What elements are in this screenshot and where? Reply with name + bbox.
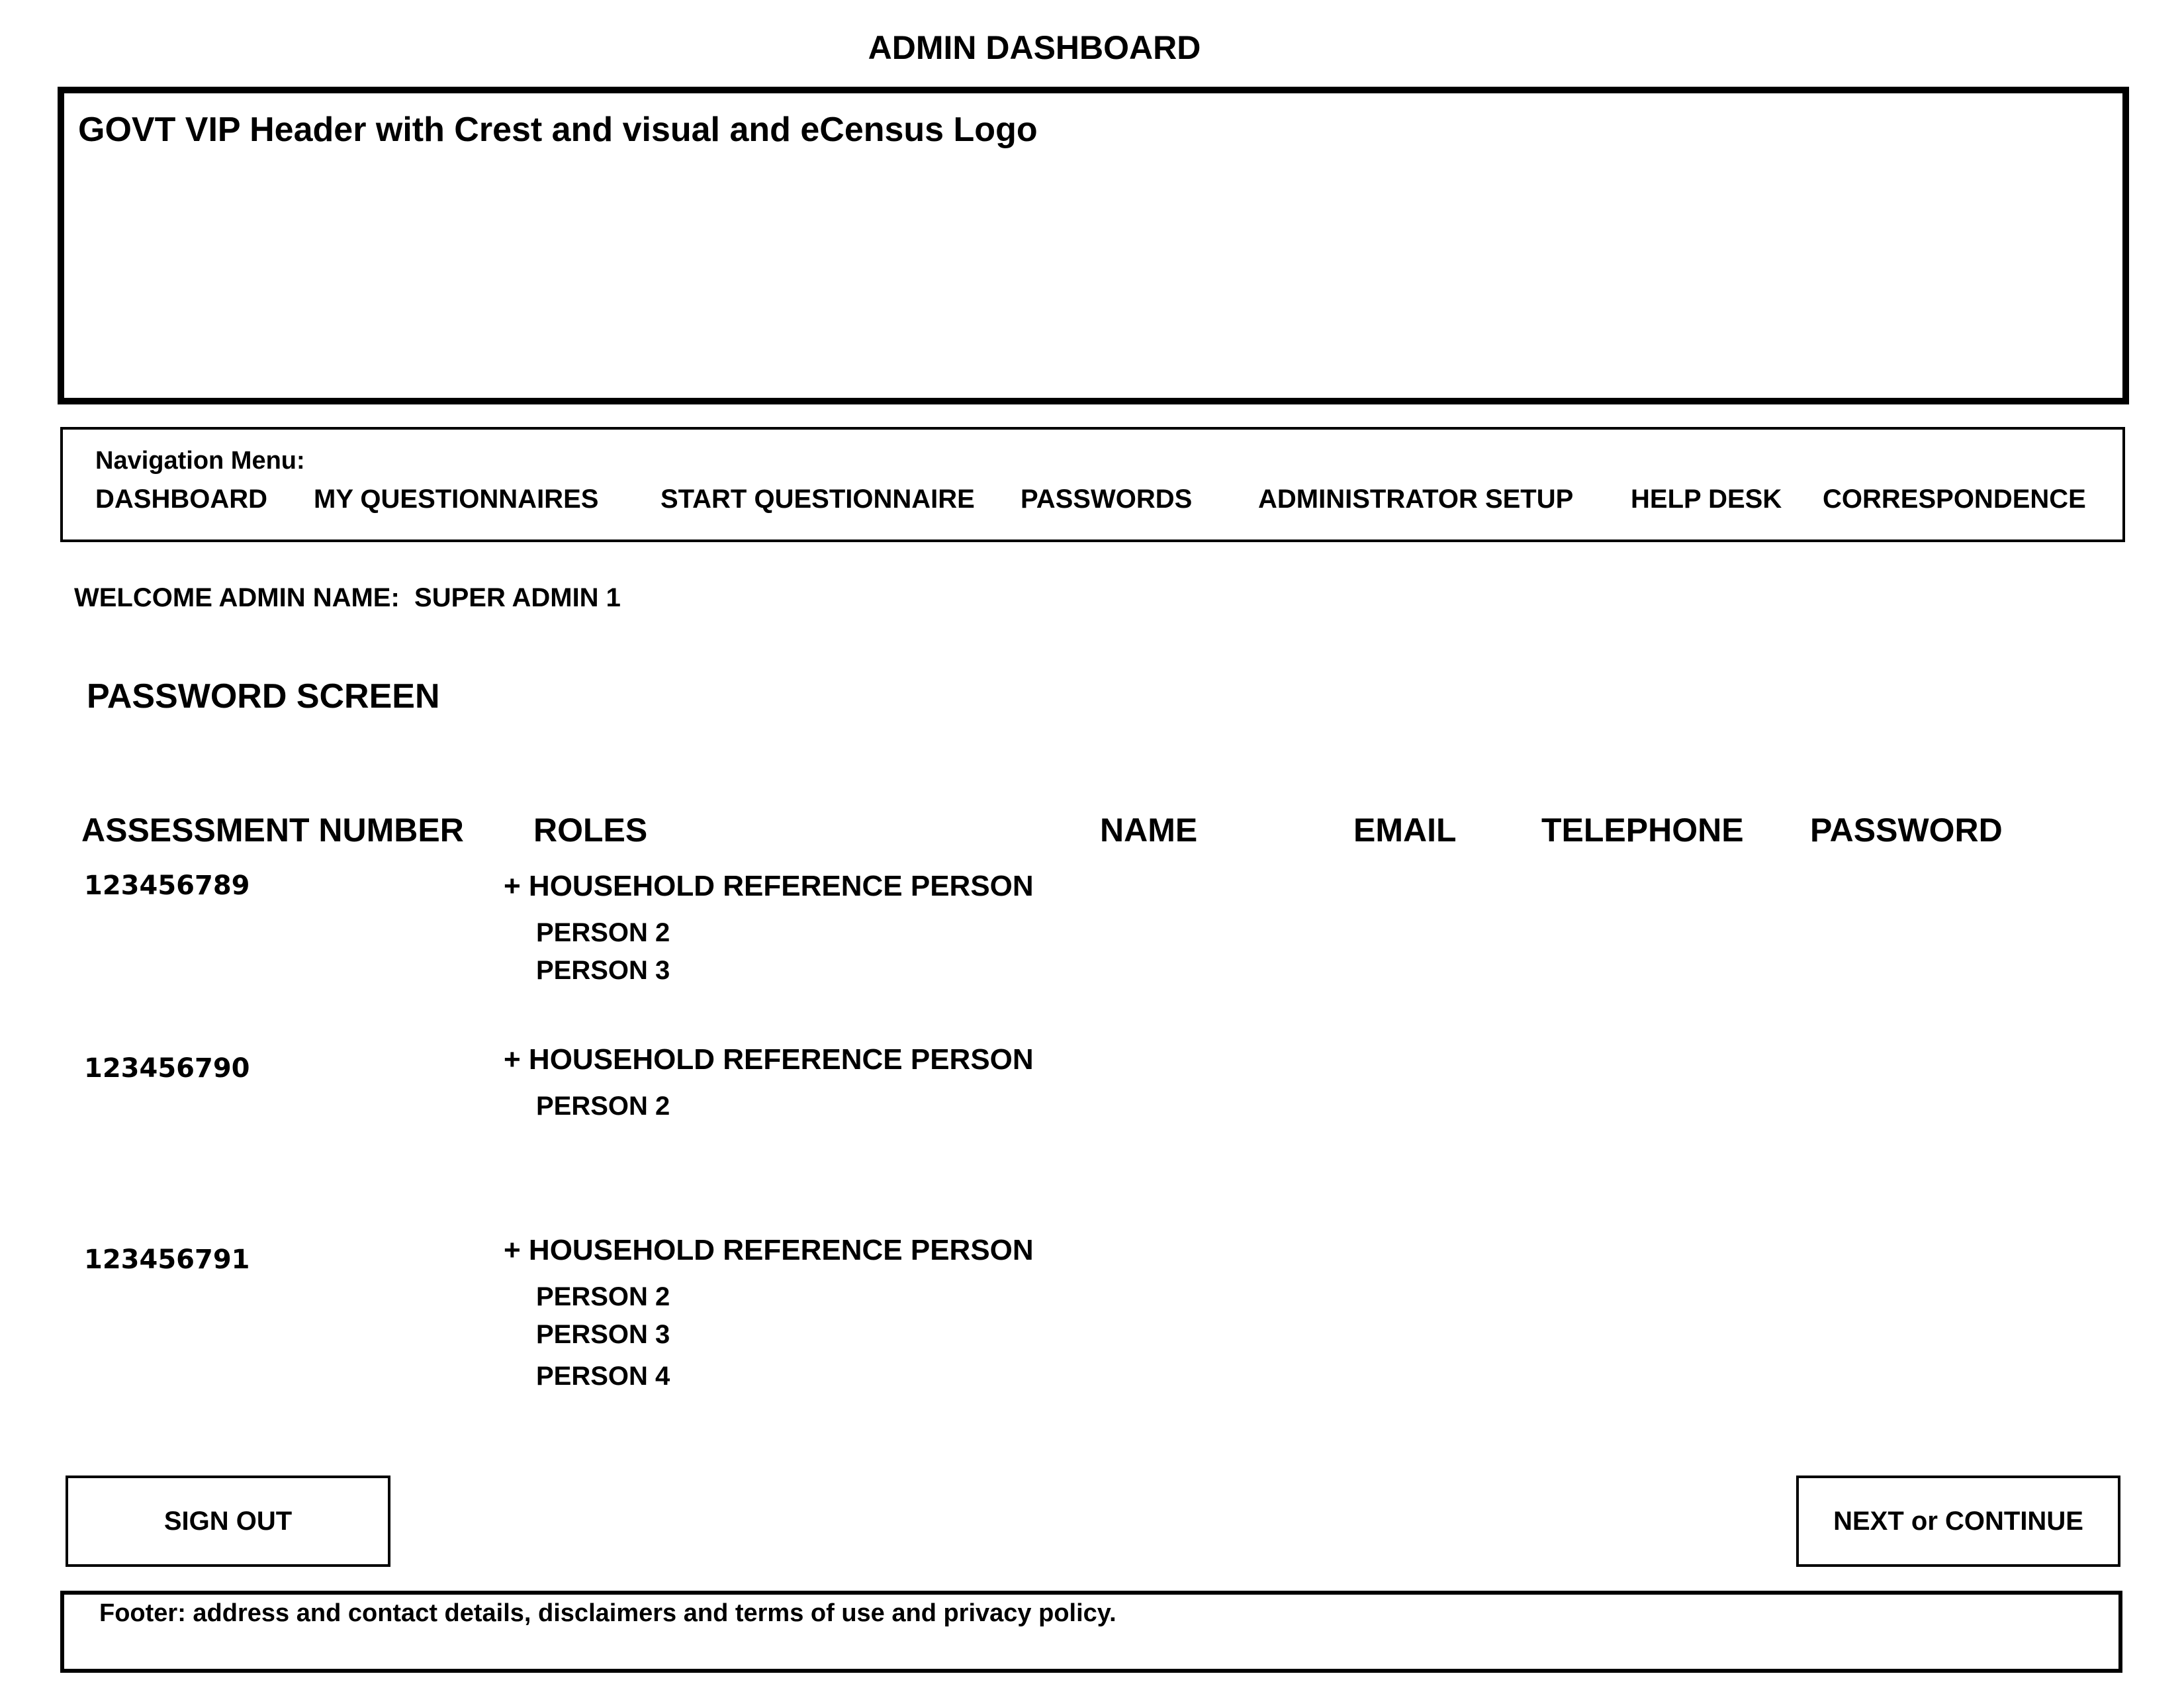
screen-title: PASSWORD SCREEN: [87, 677, 440, 716]
household-reference-person-toggle[interactable]: + HOUSEHOLD REFERENCE PERSON: [504, 870, 1034, 902]
person-role: PERSON 2: [536, 1092, 670, 1121]
assessment-number: 123456790: [84, 1053, 250, 1084]
column-header-roles: ROLES: [533, 812, 648, 849]
person-role: PERSON 2: [536, 918, 670, 947]
person-role: PERSON 4: [536, 1362, 670, 1391]
nav-item-administrator-setup[interactable]: ADMINISTRATOR SETUP: [1258, 485, 1574, 514]
nav-item-correspondence[interactable]: CORRESPONDENCE: [1823, 485, 2086, 514]
sign-out-button[interactable]: SIGN OUT: [66, 1476, 390, 1567]
person-role: PERSON 2: [536, 1282, 670, 1311]
nav-item-my-questionnaires[interactable]: MY QUESTIONNAIRES: [314, 485, 599, 514]
admin-name: SUPER ADMIN 1: [414, 583, 621, 612]
navigation-menu-caption: Navigation Menu:: [95, 447, 305, 475]
household-reference-person-toggle[interactable]: + HOUSEHOLD REFERENCE PERSON: [504, 1043, 1034, 1076]
assessment-number: 123456789: [84, 870, 250, 901]
column-header-assessment-number: ASSESSMENT NUMBER: [81, 812, 464, 849]
nav-item-passwords[interactable]: PASSWORDS: [1021, 485, 1193, 514]
column-header-email: EMAIL: [1353, 812, 1457, 849]
next-continue-button[interactable]: NEXT or CONTINUE: [1796, 1476, 2120, 1567]
person-role: PERSON 3: [536, 1320, 670, 1349]
footer-text: Footer: address and contact details, disclaimers and terms of use and privacy policy.: [99, 1599, 1116, 1627]
nav-item-start-questionnaire[interactable]: START QUESTIONNAIRE: [660, 485, 975, 514]
column-header-name: NAME: [1100, 812, 1198, 849]
household-reference-person-toggle[interactable]: + HOUSEHOLD REFERENCE PERSON: [504, 1234, 1034, 1266]
page-title: ADMIN DASHBOARD: [868, 29, 1201, 66]
welcome-message: [74, 583, 621, 613]
nav-item-dashboard[interactable]: DASHBOARD: [95, 485, 267, 514]
welcome-label: WELCOME ADMIN NAME:: [74, 583, 400, 612]
person-role: PERSON 3: [536, 956, 670, 985]
column-header-telephone: TELEPHONE: [1541, 812, 1744, 849]
assessment-number: 123456791: [84, 1244, 250, 1275]
nav-item-help-desk[interactable]: HELP DESK: [1631, 485, 1782, 514]
column-header-password: PASSWORD: [1810, 812, 2003, 849]
header-placeholder-text: GOVT VIP Header with Crest and visual and eCensus Logo: [78, 111, 1038, 149]
